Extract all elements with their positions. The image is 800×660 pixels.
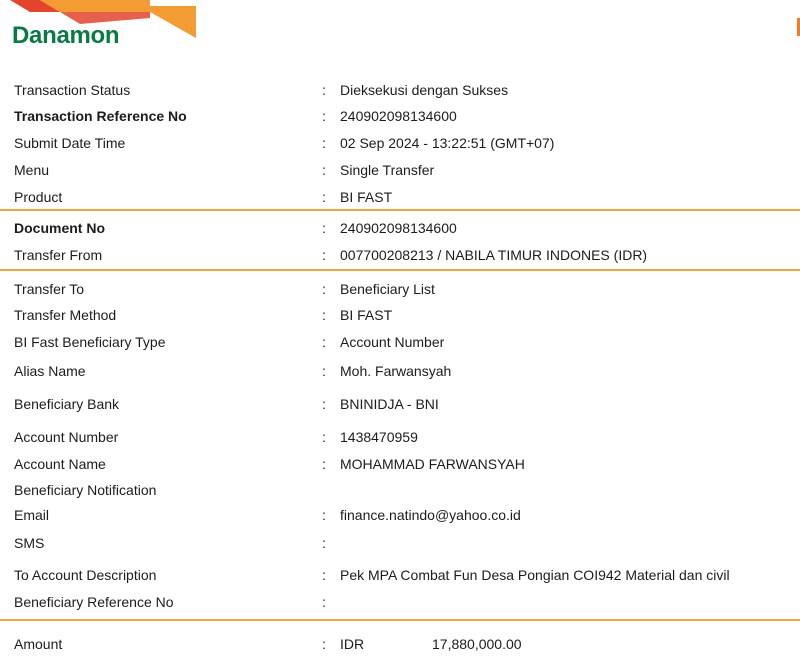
- separator: :: [322, 220, 326, 236]
- value: finance.natindo@yahoo.co.id: [340, 507, 521, 523]
- label: Email: [14, 507, 50, 523]
- separator: :: [322, 162, 326, 178]
- value: Pek MPA Combat Fun Desa Pongian COI942 Material dan civil: [340, 567, 730, 583]
- label: Account Name: [14, 456, 106, 472]
- label: Transfer To: [14, 281, 85, 297]
- separator: :: [322, 82, 326, 98]
- separator: :: [322, 535, 326, 551]
- separator: :: [322, 334, 326, 350]
- value: 007700208213 / NABILA TIMUR INDONES (IDR): [340, 247, 648, 263]
- label: Beneficiary Notification: [14, 482, 157, 498]
- separator: :: [322, 307, 326, 323]
- value: BI FAST: [340, 189, 393, 205]
- label: Transaction Status: [14, 82, 131, 98]
- value: 240902098134600: [340, 108, 457, 124]
- label: Menu: [14, 162, 50, 178]
- separator: :: [322, 363, 326, 379]
- label: Account Number: [14, 429, 119, 445]
- amount-value: 17,880,000.00: [432, 636, 522, 652]
- section-divider: [0, 209, 800, 211]
- value: Beneficiary List: [340, 281, 435, 297]
- logo-text: Danamon: [12, 22, 120, 49]
- label: BI Fast Beneficiary Type: [14, 334, 166, 350]
- label: Transfer Method: [14, 307, 117, 323]
- label: SMS: [14, 535, 45, 551]
- section-divider: [0, 269, 800, 271]
- label: Product: [14, 189, 63, 205]
- label: Amount: [14, 636, 63, 652]
- value: Single Transfer: [340, 162, 435, 178]
- separator: :: [322, 135, 326, 151]
- value: 02 Sep 2024 - 13:22:51 (GMT+07): [340, 135, 555, 151]
- separator: :: [322, 247, 326, 263]
- label: Alias Name: [14, 363, 86, 379]
- label: Beneficiary Bank: [14, 396, 120, 412]
- label: Transfer From: [14, 247, 103, 263]
- value: Account Number: [340, 334, 445, 350]
- separator: :: [322, 507, 326, 523]
- value: BNINIDJA - BNI: [340, 396, 439, 412]
- label: To Account Description: [14, 567, 157, 583]
- section-divider: [0, 619, 800, 621]
- value: Dieksekusi dengan Sukses: [340, 82, 509, 98]
- value: 1438470959: [340, 429, 418, 445]
- value: MOHAMMAD FARWANSYAH: [340, 456, 525, 472]
- label: Transaction Reference No: [14, 108, 187, 124]
- value: BI FAST: [340, 307, 393, 323]
- separator: :: [322, 429, 326, 445]
- separator: :: [322, 396, 326, 412]
- separator: :: [322, 281, 326, 297]
- separator: :: [322, 189, 326, 205]
- currency: IDR: [340, 636, 365, 652]
- header: [0, 0, 800, 60]
- separator: :: [322, 567, 326, 583]
- value: 240902098134600: [340, 220, 457, 236]
- separator: :: [322, 108, 326, 124]
- separator: :: [322, 636, 326, 652]
- label: Document No: [14, 220, 105, 236]
- value: Moh. Farwansyah: [340, 363, 452, 379]
- label: Submit Date Time: [14, 135, 126, 151]
- label: Beneficiary Reference No: [14, 594, 174, 610]
- separator: :: [322, 456, 326, 472]
- separator: :: [322, 594, 326, 610]
